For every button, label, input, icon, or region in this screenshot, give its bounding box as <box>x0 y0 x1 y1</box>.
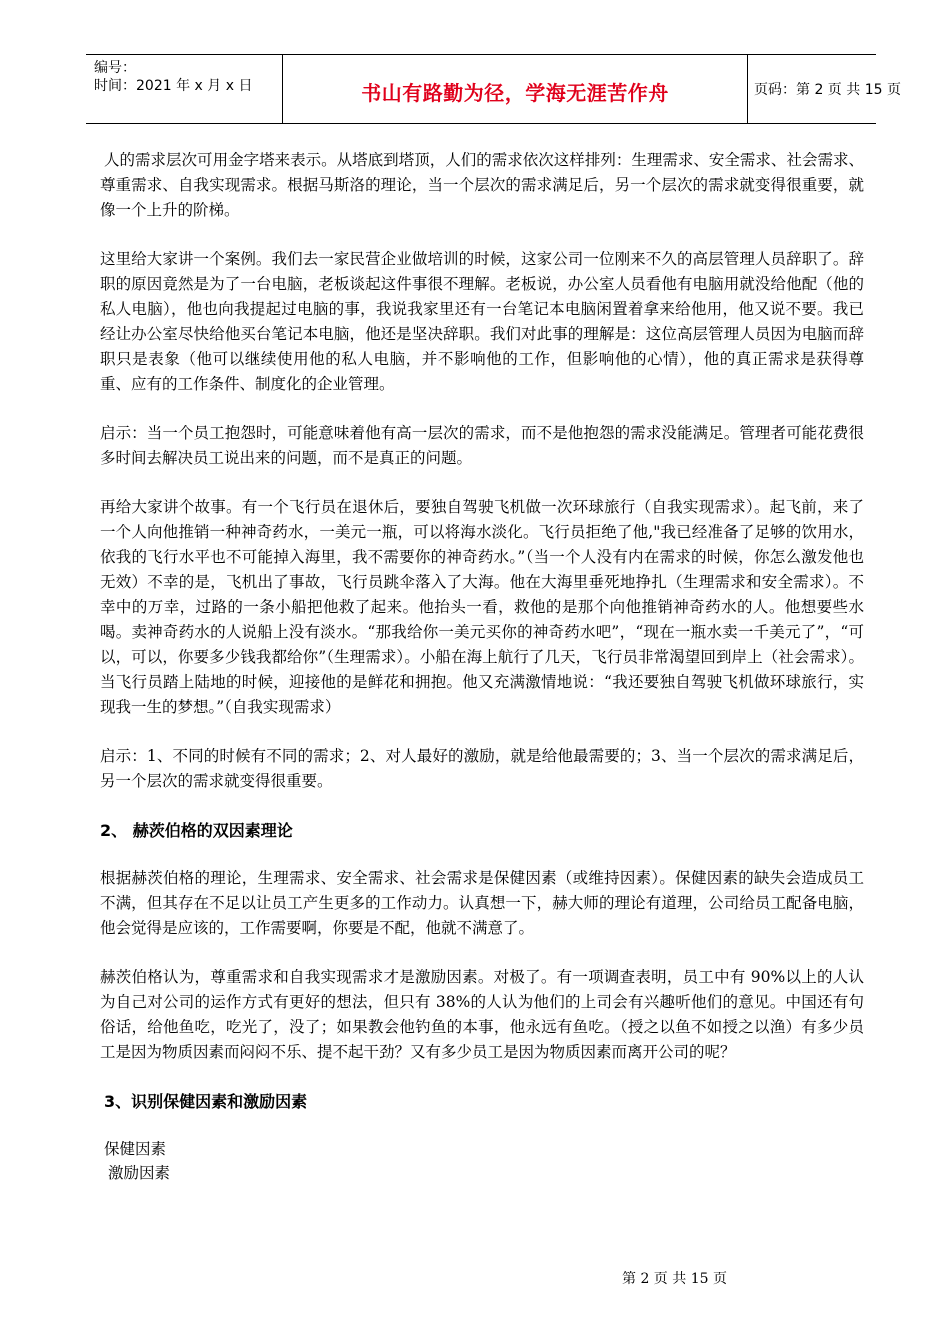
section-2-heading: 2、 赫茨伯格的双因素理论 <box>100 821 293 840</box>
header-page-cell <box>746 55 901 123</box>
paragraph-herzberg-hygiene: 根据赫茨伯格的理论，生理需求、安全需求、社会需求是保健因素（或维持因素）。保健因素的缺失会造成员工不满，但其存在不足以让员工产生更多的工作动力。认真想一下，赫大师的理论有道理，公司给员工配备电脑，他会觉得是应该的，工作需要啊，你要是不配，他就不满意了。 <box>100 869 864 937</box>
paragraph-insight-2: 启示：1、不同的时候有不同的需求；2、对人最好的激励，就是给他最需要的；3、当一个层次的需求满足后，另一个层次的需求就变得很重要。 <box>100 747 864 790</box>
paragraph-maslow-intro: 人的需求层次可用金字塔来表示。从塔底到塔顶，人们的需求依次这样排列：生理需求、安全需求、社会需求、尊重需求、自我实现需求。根据马斯洛的理论，当一个层次的需求满足后，另一个层次的需求就变得很重要，就像一个上升的阶梯。 <box>100 151 864 219</box>
header-page-code: 页码：第 2 页 共 15 页 <box>754 82 901 98</box>
header-meta-cell <box>86 55 282 123</box>
page-header <box>86 54 901 124</box>
date-label: 时间：2021 年 x 月 x 日 <box>94 78 253 94</box>
section-3-heading: 3、识别保健因素和激励因素 <box>104 1092 308 1111</box>
page-footer: 第 2 页 共 15 页 <box>622 1271 727 1287</box>
serial-number-label: 编号： <box>94 60 136 76</box>
list-item-hygiene-factors: 保健因素 <box>104 1140 167 1158</box>
document-body <box>100 148 864 1185</box>
paragraph-insight-1: 启示：当一个员工抱怨时，可能意味着他有高一层次的需求，而不是他抱怨的需求没能满足。管理者可能花费很多时间去解决员工说出来的问题，而不是真正的问题。 <box>100 424 864 467</box>
list-item-motivating-factors: 激励因素 <box>108 1164 171 1182</box>
header-motto-cell <box>282 55 748 123</box>
paragraph-herzberg-motivators: 赫茨伯格认为，尊重需求和自我实现需求才是激励因素。对极了。有一项调查表明，员工中有 90%以上的人认为自己对公司的运作方式有更好的想法，但只有 38%的人认为他们的上司会有兴趣听他们的意见。中国还有句俗话，给他鱼吃，吃光了，没了；如果教会他钓鱼的本事，他永远有鱼吃。（授之以鱼不如授之以渔）有多少员工是因为物质因素而闷闷不乐、提不起干劲？又有多少员工是因为物质因素而离开公司的呢？ <box>100 968 864 1061</box>
paragraph-case-computer: 这里给大家讲一个案例。我们去一家民营企业做培训的时候，这家公司一位刚来不久的高层管理人员辞职了。辞职的原因竟然是为了一台电脑，老板谈起这件事很不理解。老板说，办公室人员看他有电脑用就没给他配（他的私人电脑），他也向我提起过电脑的事，我说我家里还有一台笔记本电脑闲置着拿来给他用，他又说不要。我已经让办公室尽快给他买台笔记本电脑，他还是坚决辞职。我们对此事的理解是：这位高层管理人员因为电脑而辞职只是表象（他可以继续使用他的私人电脑，并不影响他的工作，但影响他的心情），他的真正需求是获得尊重、应有的工作条件、制度化的企业管理。 <box>100 250 864 393</box>
header-motto: 书山有路勤为径，学海无涯苦作舟 <box>361 81 669 105</box>
paragraph-pilot-story: 再给大家讲个故事。有一个飞行员在退休后，要独自驾驶飞机做一次环球旅行（自我实现需求）。起飞前，来了一个人向他推销一种神奇药水，一美元一瓶，可以将海水淡化。飞行员拒绝了他,"我已经准备了足够的饮用水，依我的飞行水平也不可能掉入海里，我不需要你的神奇药水。”（当一个人没有内在需求的时候，你怎么激发他也无效）不幸的是，飞机出了事故，飞行员跳伞落入了大海。他在大海里垂死地挣扎（生理需求和安全需求）。不幸中的万幸，过路的一条小船把他救了起来。他抬头一看，救他的是那个向他推销神奇药水的人。他想要些水喝。卖神奇药水的人说船上没有淡水。“那我给你一美元买你的神奇药水吧”，“现在一瓶水卖一千美元了”，“可以，可以，你要多少钱我都给你”（生理需求）。小船在海上航行了几天，飞行员非常渴望回到岸上（社会需求）。当飞行员踏上陆地的时候，迎接他的是鲜花和拥抱。他又充满激情地说：“我还要独自驾驶飞机做环球旅行，实现我一生的梦想。”（自我实现需求） <box>100 498 864 716</box>
